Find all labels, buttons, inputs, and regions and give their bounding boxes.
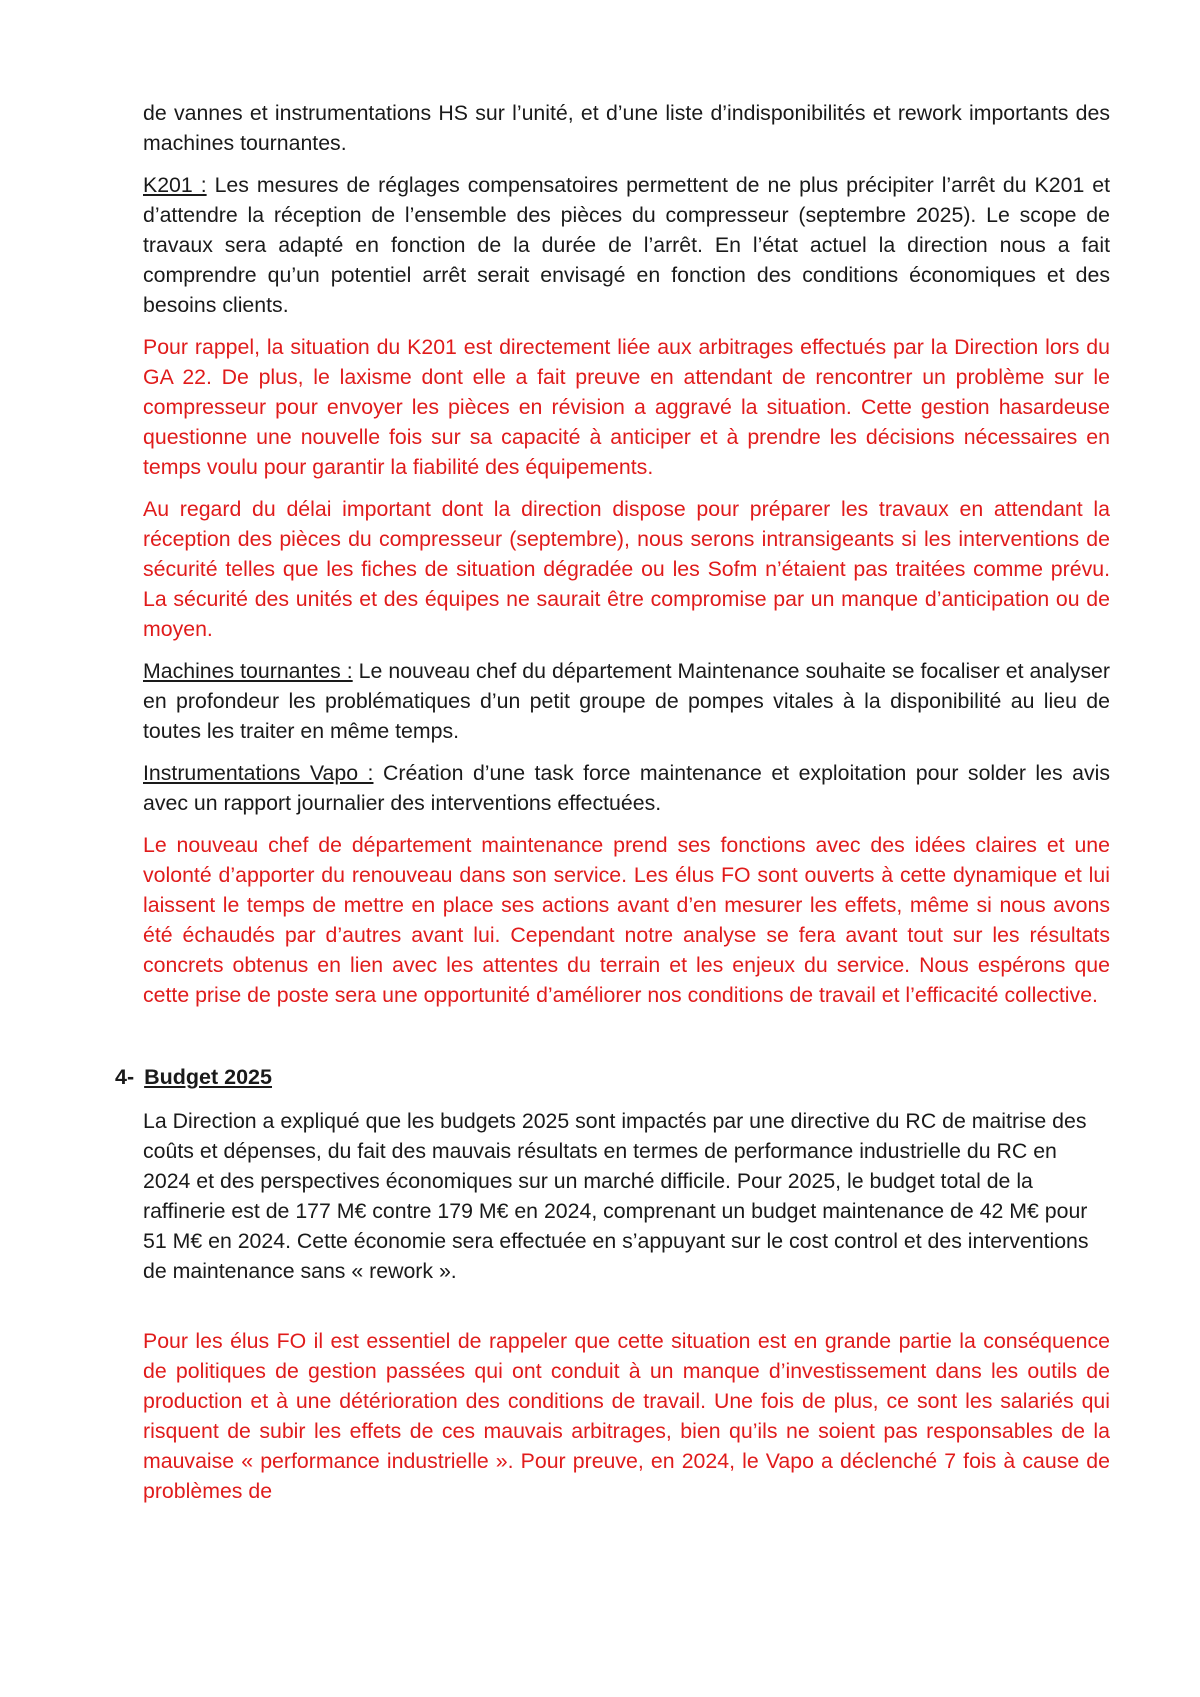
paragraph-fo-budget-position: Pour les élus FO il est essentiel de rappeler que cette situation est en grande partie la conséquence de politiques de gestion passées qui ont conduit à un manque d’investissement dans les outils de production et à une détérioration des conditions de travail. Une fois de plus, ce sont les salariés qui risquent de subir les effets de ces mauvais arbitrages, bien qu’ils ne soient pas responsables de la mauvaise « performance industrielle ». Pour preuve, en 2024, le Vapo a déclenché 7 fois à cause de problèmes de (143, 1329, 1110, 1503)
rotating-machines-text: Le nouveau chef du département Maintenance souhaite se focaliser et analyser en profondeur les problématiques d’un petit groupe de pompes vitales à la disponibilité au lieu de toutes les traiter en même temps. (143, 659, 1110, 743)
section-number: 4- (115, 1065, 135, 1089)
paragraph-valves-instrumentation: de vannes et instrumentations HS sur l’unité, et d’une liste d’indisponibilités et rework importants des machines tournantes. (143, 101, 1110, 155)
paragraph-k201-reminder: Pour rappel, la situation du K201 est directement liée aux arbitrages effectués par la Direction lors du GA 22. De plus, le laxisme dont elle a fait preuve en attendant de rencontrer un problème sur le compresseur pour envoyer les pièces en révision a aggravé la situation. Cette gestion hasardeuse questionne une nouvelle fois sur sa capacité à anticiper et à prendre les décisions nécessaires en temps voulu pour garantir la fiabilité des équipements. (143, 335, 1110, 479)
paragraph-vapo-instrumentation (143, 758, 1110, 818)
paragraph-k201 (143, 170, 1110, 320)
k201-text: Les mesures de réglages compensatoires permettent de ne plus précipiter l’arrêt du K201 et d’attendre la réception de l’ensemble des pièces du compresseur (septembre 2025). Le scope de travaux sera adapté en fonction de la durée de l’arrêt. En l’état actuel la direction nous a fait comprendre qu’un potentiel arrêt serait envisagé en fonction des conditions économiques et des besoins clients. (143, 173, 1111, 317)
paragraph-rotating-machines (143, 656, 1110, 746)
section-heading-budget (115, 1062, 1110, 1092)
paragraph-budget-explanation: La Direction a expliqué que les budgets 2025 sont impactés par une directive du RC de maitrise des coûts et dépenses, du fait des mauvais résultats en termes de performance industrielle du RC en 2024 et des perspectives économiques sur un marché difficile. Pour 2025, le budget total de la raffinerie est de 177 M€ contre 179 M€ en 2024, comprenant un budget maintenance de 42 M€ pour 51 M€ en 2024. Cette économie sera effectuée en s’appuyant sur le cost control et des interventions de maintenance sans « rework ». (143, 1109, 1089, 1283)
rotating-machines-heading: Machines tournantes : (143, 659, 353, 683)
k201-heading: K201 : (143, 173, 207, 197)
section-title: Budget 2025 (144, 1065, 272, 1089)
vapo-instrumentation-text: Création d’une task force maintenance et exploitation pour solder les avis avec un rapport journalier des interventions effectuées. (143, 761, 1110, 815)
paragraph-new-department-head: Le nouveau chef de département maintenance prend ses fonctions avec des idées claires et une volonté d’apporter du renouveau dans son service. Les élus FO sont ouverts à cette dynamique et lui laissent le temps de mettre en place ses actions avant d’en mesurer les effets, même si nous avons été échaudés par d’autres avant lui. Cependant notre analyse se fera avant tout sur les résultats concrets obtenus en lien avec les attentes du terrain et les enjeux du service. Nous espérons que cette prise de poste sera une opportunité d’améliorer nos conditions de travail et l’efficacité collective. (143, 833, 1110, 1007)
paragraph-safety-warning: Au regard du délai important dont la direction dispose pour préparer les travaux en attendant la réception des pièces du compresseur (septembre), nous serons intransigeants si les interventions de sécurité telles que les fiches de situation dégradée ou les Sofm n’étaient pas traitées comme prévu. La sécurité des unités et des équipes ne saurait être compromise par un manque d’anticipation ou de moyen. (143, 497, 1110, 641)
vapo-instrumentation-heading: Instrumentations Vapo : (143, 761, 374, 785)
